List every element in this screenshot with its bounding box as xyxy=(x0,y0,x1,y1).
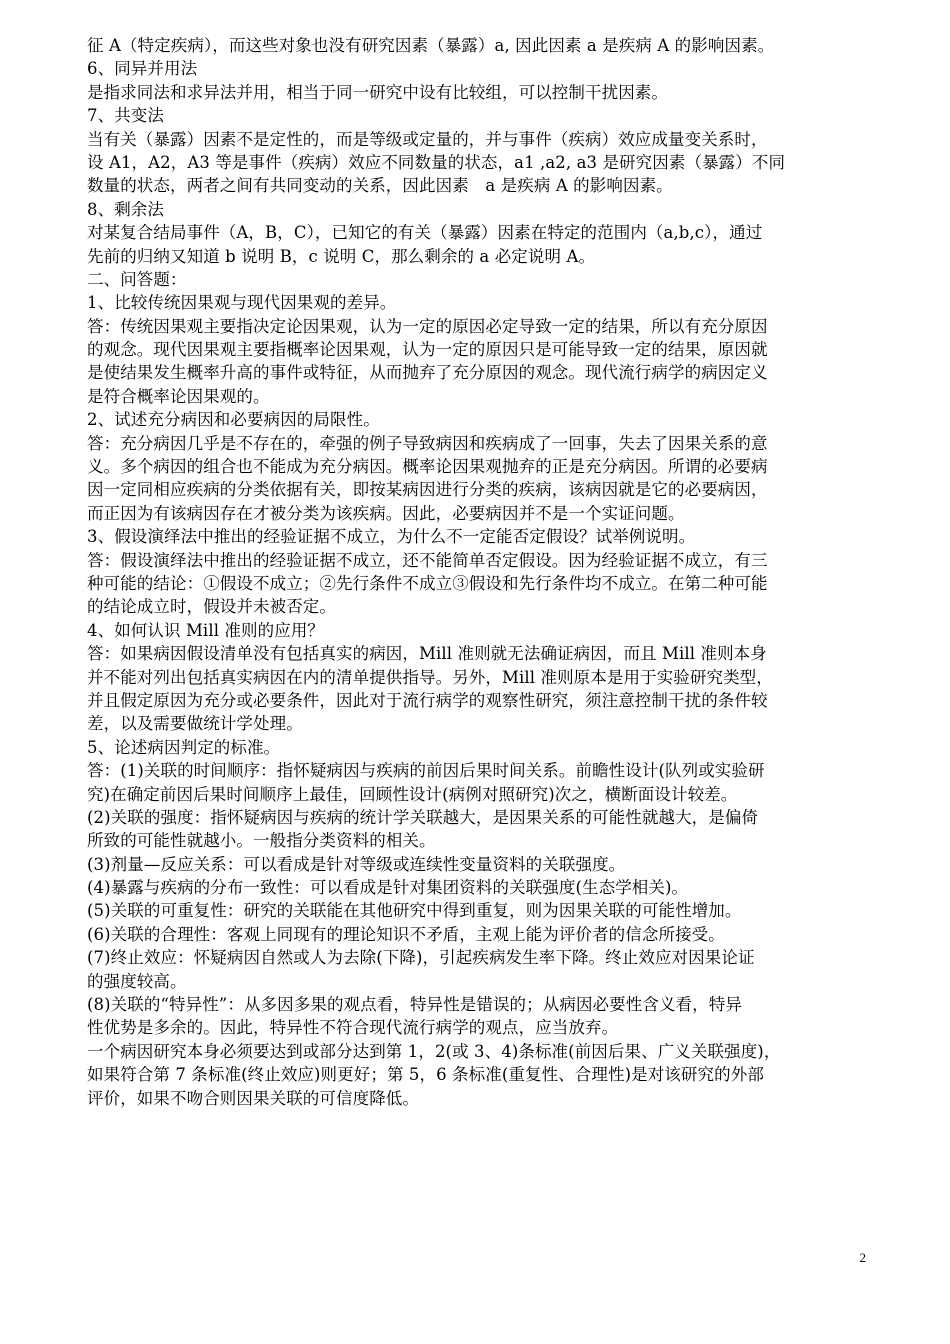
text-line: 答：传统因果观主要指决定论因果观，认为一定的原因必定导致一定的结果，所以有充分原因 xyxy=(87,316,768,336)
question-heading: 3、假设演绎法中推出的经验证据不成立，为什么不一定能否定假设？试举例说明。 xyxy=(87,527,696,547)
text-line: 的强度较高。 xyxy=(87,971,187,991)
text-line: (3)剂量—反应关系：可以看成是针对等级或连续性变量资料的关联强度。 xyxy=(87,854,626,874)
section-heading: 二、问答题： xyxy=(87,269,187,289)
text-line: (7)终止效应：怀疑病因自然或人为去除(下降)，引起疾病发生率下降。终止效应对因果论证 xyxy=(87,948,755,968)
text-line: 先前的归纳又知道 b 说明 B，c 说明 C，那么剩余的 a 必定说明 A。 xyxy=(87,246,596,266)
text-line: 当有关（暴露）因素不是定性的，而是等级或定量的，并与事件（疾病）效应成量变关系时， xyxy=(87,129,768,149)
text-line: 究)在确定前因后果时间顺序上最佳，回顾性设计(病例对照研究)次之，横断面设计较差。 xyxy=(87,784,738,804)
text-line: 答：假设演绎法中推出的经验证据不成立，还不能简单否定假设。因为经验证据不成立，有三 xyxy=(87,550,768,570)
text-line: 性优势是多余的。因此，特异性不符合现代流行病学的观点，应当放弃。 xyxy=(87,1018,619,1038)
text-line: 种可能的结论：①假设不成立；②先行条件不成立③假设和先行条件均不成立。在第二种可能 xyxy=(87,573,768,593)
text-line: 设 A1，A2，A3 等是事件（疾病）效应不同数量的状态，a1 ,a2, a3 是研究因素（暴露）不同 xyxy=(87,152,786,172)
text-line: (5)关联的可重复性：研究的关联能在其他研究中得到重复，则为因果关联的可能性增加。 xyxy=(87,901,742,921)
text-line: 评价，如果不吻合则因果关联的可信度降低。 xyxy=(87,1088,419,1108)
text-line: 答：充分病因几乎是不存在的，牵强的例子导致病因和疾病成了一回事，失去了因果关系的意 xyxy=(87,433,768,453)
text-line: 所致的可能性就越小。一般指分类资料的相关。 xyxy=(87,831,436,851)
page-number: 2 xyxy=(859,1250,866,1265)
text-line: 是符合概率论因果观的。 xyxy=(87,386,270,406)
text-line: 而正因为有该病因存在才被分类为该疾病。因此，必要病因并不是一个实证问题。 xyxy=(87,503,685,523)
text-line: 并且假定原因为充分或必要条件，因此对于流行病学的观察性研究，须注意控制干扰的条件较 xyxy=(87,690,768,710)
section-heading: 8、剩余法 xyxy=(87,199,164,219)
text-line: 的结论成立时，假设并未被否定。 xyxy=(87,597,336,617)
question-heading: 1、比较传统因果观与现代因果观的差异。 xyxy=(87,293,397,313)
text-line: 是指求同法和求异法并用，相当于同一研究中设有比较组，可以控制干扰因素。 xyxy=(87,82,668,102)
text-line: 并不能对列出包括真实病因在内的清单提供指导。另外，Mill 准则原本是用于实验研究类型， xyxy=(87,667,773,687)
text-line: 数量的状态，两者之间有共同变动的关系，因此因素 a 是疾病 A 的影响因素。 xyxy=(87,176,673,196)
text-line: 一个病因研究本身必须要达到或部分达到第 1，2(或 3、4)条标准(前因后果、广义关联强度)， xyxy=(87,1041,781,1061)
text-line: (4)暴露与疾病的分布一致性：可以看成是针对集团资料的关联强度(生态学相关)。 xyxy=(87,878,689,898)
question-heading: 2、试述充分病因和必要病因的局限性。 xyxy=(87,410,380,430)
text-line: 对某复合结局事件（A，B，C），已知它的有关（暴露）因素在特定的范围内（a,b,c），通过 xyxy=(87,223,763,243)
text-line: 答：(1)关联的时间顺序：指怀疑病因与疾病的前因后果时间关系。前瞻性设计(队列或实验研 xyxy=(87,761,765,781)
section-heading: 7、共变法 xyxy=(87,106,164,126)
text-line: 义。多个病因的组合也不能成为充分病因。概率论因果观抛弃的正是充分病因。所谓的必要病 xyxy=(87,457,768,477)
question-heading: 4、如何认识 Mill 准则的应用？ xyxy=(87,620,325,640)
text-line: 征 A（特定疾病），而这些对象也没有研究因素（暴露）a, 因此因素 a 是疾病 A 的影响因素。 xyxy=(87,36,775,55)
text-line: (2)关联的强度：指怀疑病因与疾病的统计学关联越大，是因果关系的可能性就越大，是偏倚 xyxy=(87,807,759,827)
question-heading: 5、论述病因判定的标准。 xyxy=(87,737,281,757)
text-line: (6)关联的合理性：客观上同现有的理论知识不矛盾，主观上能为评价者的信念所接受。 xyxy=(87,924,725,944)
section-heading: 6、同异并用法 xyxy=(87,59,198,79)
text-line: 差，以及需要做统计学处理。 xyxy=(87,714,303,734)
text-line: (8)关联的“特异性”：从多因多果的观点看，特异性是错误的；从病因必要性含义看，特异 xyxy=(87,995,742,1015)
document-body xyxy=(87,34,867,1110)
text-line: 的观念。现代因果观主要指概率论因果观，认为一定的原因只是可能导致一定的结果，原因就 xyxy=(87,340,768,360)
text-line: 因一定同相应疾病的分类依据有关，即按某病因进行分类的疾病，该病因就是它的必要病因， xyxy=(87,480,768,500)
text-line: 答：如果病因假设清单没有包括真实的病因，Mill 准则就无法确证病因，而且 Mill 准则本身 xyxy=(87,644,767,664)
text-line: 是使结果发生概率升高的事件或特征，从而抛弃了充分原因的观念。现代流行病学的病因定义 xyxy=(87,363,768,383)
text-line: 如果符合第 7 条标准(终止效应)则更好；第 5，6 条标准(重复性、合理性)是对该研究的外部 xyxy=(87,1065,764,1085)
